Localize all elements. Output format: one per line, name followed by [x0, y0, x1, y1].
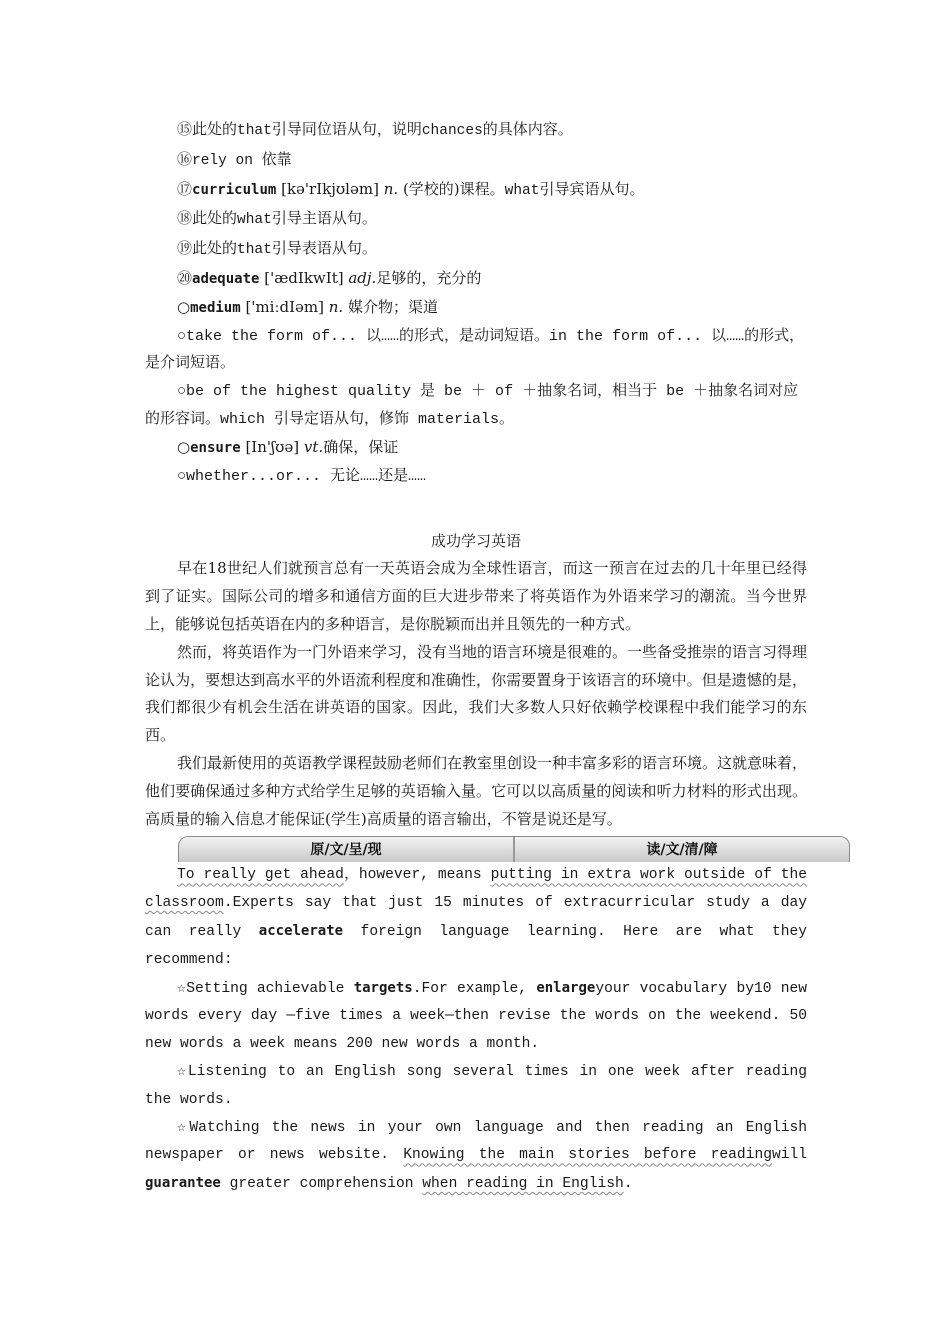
section-header-bar	[178, 836, 850, 862]
note-19: ⑲此处的that引导表语从句。	[177, 239, 377, 259]
note-21: ○medium ['miːdIəm] n. 媒介物；渠道	[177, 297, 438, 316]
note-15: ⑮此处的that引导同位语从句，说明chances的具体内容。	[177, 120, 573, 139]
note-24: ○ensure [In'ʃʊə] vt.确保，保证	[177, 437, 399, 456]
note-23: ○be of the highest quality 是 be ＋ of ＋抽象名词，相当于 be ＋抽象名词对应的形容词。which 引导定语从句，修饰 materials。	[145, 383, 799, 428]
note-16: ⑯rely on 依靠	[177, 149, 292, 169]
note-20: ⑳adequate ['ædIkwIt] adj.足够的，充分的	[177, 268, 482, 287]
translation-paragraph-3: 我们最新使用的英语教学课程鼓励老师们在教室里创设一种丰富多彩的语言环境。这就意味着，他们要确保通过多种方式给学生足够的英语输入量。它可以以高质量的阅读和听力材料的形式出现。高质量的输入信息才能保证(学生)高质量的语言输出，不管是说还是写。	[145, 753, 808, 828]
original-paragraph-2: ☆Setting achievable targets.For example, enlargeyour vocabulary by10 new words every day —five times a week—then revise the words on the weekend. 50 new words a week means 200 new words a month.	[145, 979, 808, 1053]
translation-paragraph-2: 然而，将英语作为一门外语来学习，没有当地的语言环境是很难的。一些备受推崇的语言习得理论认为，要想达到高水平的外语流利程度和准确性，你需要置身于该语言的环境中。但是遗憾的是，我们都很少有机会生活在讲英语的国家。因此，我们大多数人只好依赖学校课程中我们能学习的东西。	[145, 642, 808, 745]
translation-title: 成功学习英语	[430, 532, 521, 551]
reading-notes-tab: 读/文/清/障	[513, 837, 849, 862]
original-text-tab: 原/文/呈/现	[310, 842, 382, 859]
document-page	[145, 116, 807, 1199]
note-22: ○take the form of... 以……的形式，是动词短语。in the form of... 以……的形式，是介词短语。	[145, 327, 805, 373]
translation-paragraph-1: 早在18世纪人们就预言总有一天英语会成为全球性语言，而这一预言在过去的几十年里已经得到了证实。国际公司的增多和通信方面的巨大进步带来了将英语作为外语来学习的潮流。当今世界上，能够说包括英语在内的多种语言，是你脱颖而出并且领先的一种方式。	[145, 559, 807, 633]
original-paragraph-3: ☆Listening to an English song several times in one week after reading the words.	[145, 1063, 807, 1108]
note-18: ⑱此处的what引导主语从句。	[177, 209, 377, 229]
original-paragraph-1: To really get ahead，however, means putting in extra work outside of the classroom.Experts say that just 15 minutes of extracurricular study a day can really accelerate foreign language learning. Here are what they recommend:	[145, 867, 807, 968]
original-paragraph-4: ☆Watching the news in your own language and then reading an English newspaper or news website. Knowing the main stories before readingwill guarantee greater comprehension when reading in English.	[145, 1119, 807, 1193]
note-25: ○whether...or... 无论……还是……	[177, 467, 427, 485]
note-17: ⑰curriculum [kə'rIkjʊləm] n. (学校的)课程。what引导宾语从句。	[177, 179, 645, 199]
